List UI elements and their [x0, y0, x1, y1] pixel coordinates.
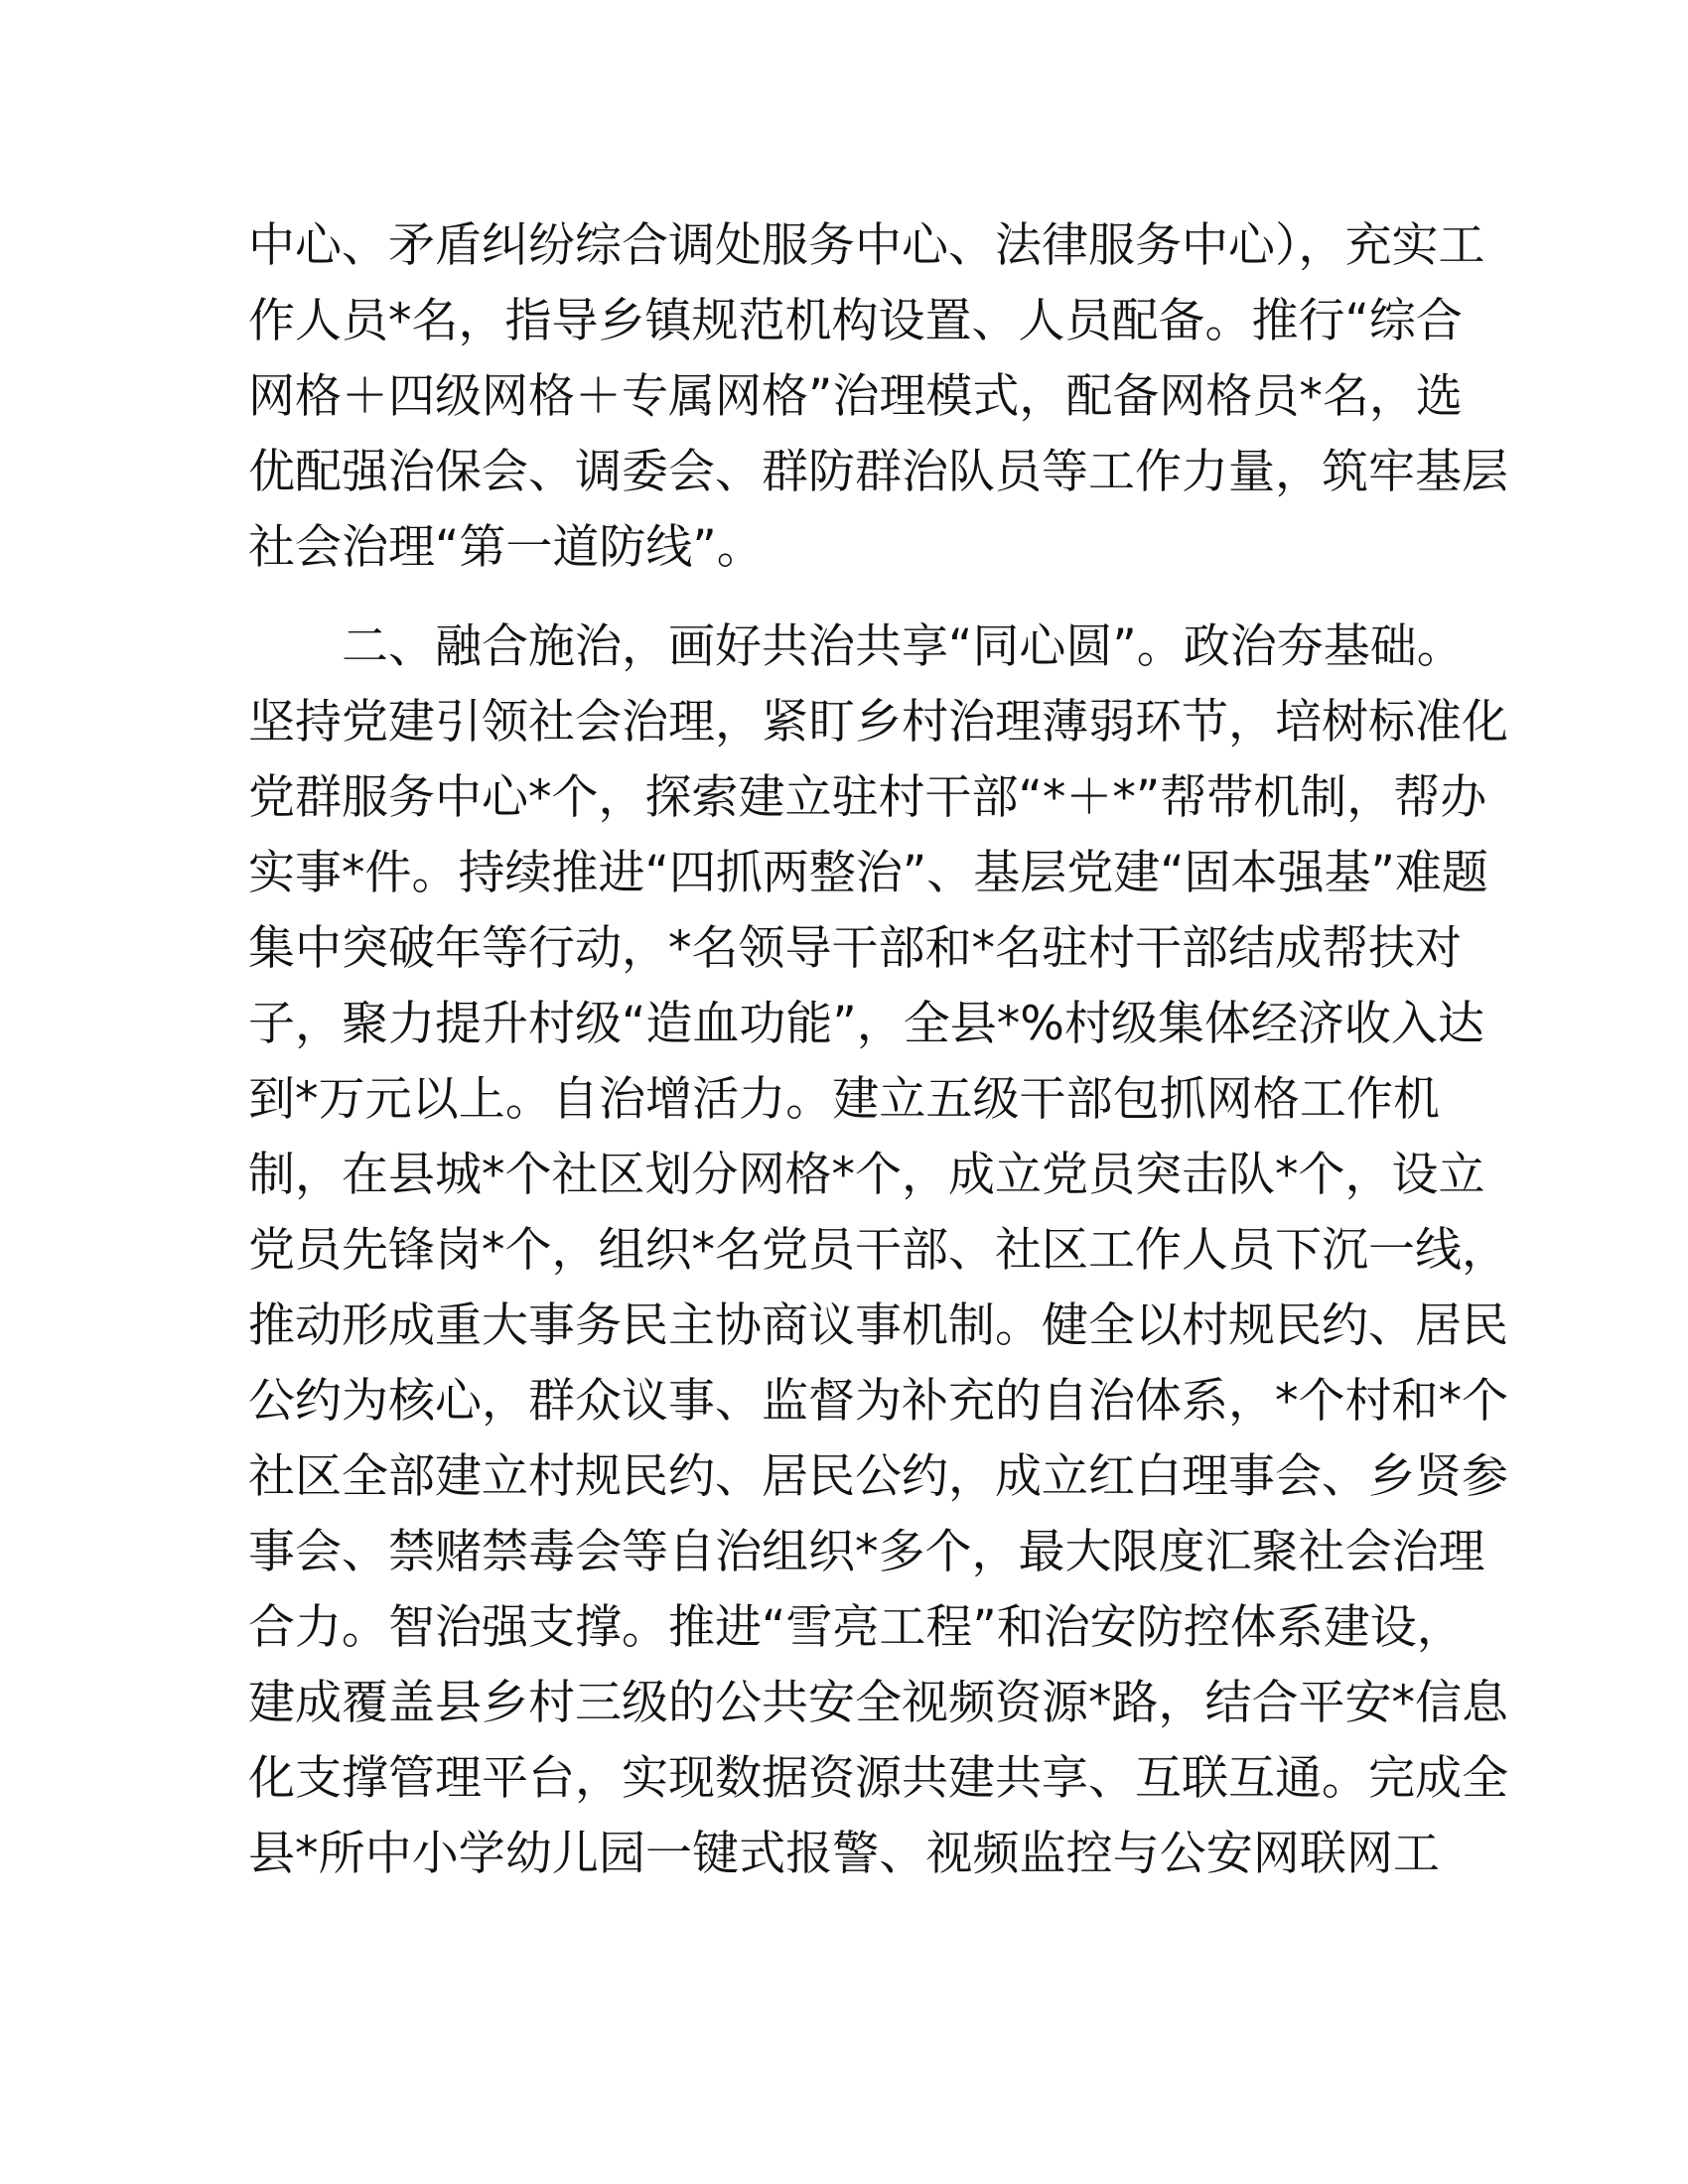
text-line: 到*万元以上。自治增活力。建立五级干部包抓网格工作机 [248, 1072, 1440, 1127]
text-line: 制，在县城*个社区划分网格*个，成立党员突击队*个，设立 [248, 1148, 1485, 1202]
text-line: 中心、矛盾纠纷综合调处服务中心、法律服务中心），充实工 [248, 218, 1485, 273]
text-line: 党员先锋岗*个，组织*名党员干部、社区工作人员下沉一线， [248, 1223, 1508, 1278]
text-line: 建成覆盖县乡村三级的公共安全视频资源*路，结合平安*信息 [248, 1676, 1508, 1730]
text-line: 党群服务中心*个，探索建立驻村干部“*＋*”帮带机制，帮办 [248, 770, 1487, 825]
text-line: 优配强治保会、调委会、群防群治队员等工作力量，筑牢基层 [248, 445, 1508, 499]
text-line: 推动形成重大事务民主协商议事机制。健全以村规民约、居民 [248, 1298, 1508, 1353]
text-line: 作人员*名，指导乡镇规范机构设置、人员配备。推行“综合 [248, 294, 1463, 348]
paragraph-2 [248, 610, 1508, 1892]
text-line: 社会治理“第一道防线”。 [248, 520, 764, 575]
text-line: 公约为核心，群众议事、监督为补充的自治体系，*个村和*个 [248, 1374, 1508, 1429]
text-line: 合力。智治强支撑。推进“雪亮工程”和治安防控体系建设， [248, 1600, 1464, 1655]
text-line: 集中突破年等行动，*名领导干部和*名驻村干部结成帮扶对 [248, 921, 1462, 976]
text-line: 化支撑管理平台，实现数据资源共建共享、互联互通。完成全 [248, 1751, 1508, 1806]
text-line: 社区全部建立村规民约、居民公约，成立红白理事会、乡贤参 [248, 1449, 1508, 1504]
paragraph-1 [248, 208, 1508, 586]
text-line: 事会、禁赌禁毒会等自治组织*多个，最大限度汇聚社会治理 [248, 1525, 1485, 1579]
text-line: 实事*件。持续推进“四抓两整治”、基层党建“固本强基”难题 [248, 846, 1488, 900]
text-line: 县*所中小学幼儿园一键式报警、视频监控与公安网联网工 [248, 1827, 1440, 1881]
text-line: 坚持党建引领社会治理，紧盯乡村治理薄弱环节，培树标准化 [248, 695, 1508, 750]
text-line: 网格＋四级网格＋专属网格”治理模式，配备网格员*名，选 [248, 369, 1463, 424]
text-line: 子，聚力提升村级“造血功能”，全县*%村级集体经济收入达 [248, 997, 1484, 1051]
section-heading-line: 二、融合施治，画好共治共享“同心圆”。政治夯基础。 [342, 619, 1464, 674]
